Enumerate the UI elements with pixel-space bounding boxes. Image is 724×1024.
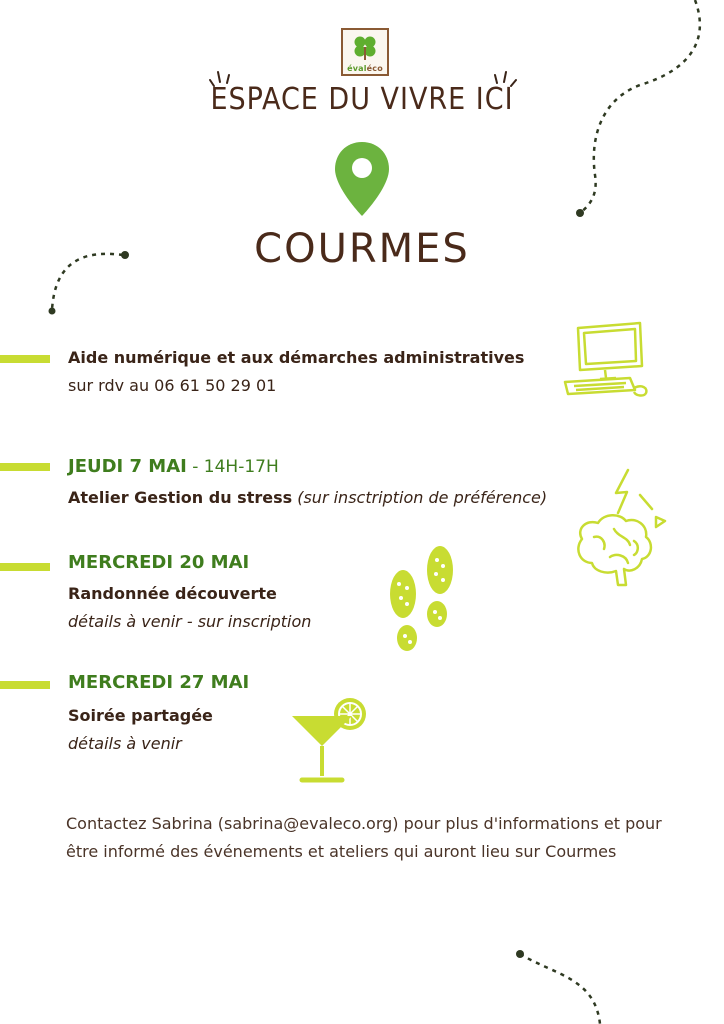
event-date-line bbox=[68, 456, 279, 477]
event-heading: Aide numérique et aux démarches administratives bbox=[68, 348, 525, 367]
contact-paragraph: Contactez Sabrina (sabrina@evaleco.org) pour plus d'informations et pour être informé des événements et ateliers qui auront lieu sur Courmes bbox=[66, 814, 662, 861]
event-heading: Soirée partagée bbox=[68, 706, 213, 725]
accent-bar bbox=[0, 463, 50, 471]
logo-text-eval: éval bbox=[347, 64, 367, 73]
logo-text-eco: éco bbox=[366, 64, 383, 73]
event-detail: sur rdv au 06 61 50 29 01 bbox=[68, 376, 277, 395]
cocktail-icon bbox=[288, 694, 374, 786]
clover-icon bbox=[352, 33, 378, 61]
map-pin-icon bbox=[333, 140, 391, 218]
event-heading: Atelier Gestion du stress bbox=[68, 488, 293, 507]
footprints-icon bbox=[385, 542, 465, 660]
evaleco-logo bbox=[341, 28, 389, 76]
event-heading: Randonnée découverte bbox=[68, 584, 277, 603]
event-note: détails à venir - sur inscription bbox=[68, 612, 312, 631]
brain-stress-icon bbox=[570, 465, 675, 597]
event-note: (sur insctription de préférence) bbox=[292, 488, 548, 507]
event-date: MERCREDI 20 MAI bbox=[68, 552, 250, 573]
accent-bar bbox=[0, 681, 50, 689]
computer-icon bbox=[560, 318, 655, 400]
event-title-line bbox=[68, 488, 547, 507]
page-title: ESPACE DU VIVRE ICI bbox=[210, 82, 514, 117]
city-name: COURMES bbox=[254, 226, 470, 272]
decorative-dashed-curve-bottom bbox=[505, 940, 724, 1024]
accent-bar bbox=[0, 355, 50, 363]
event-date: JEUDI 7 MAI bbox=[68, 456, 187, 477]
event-time: - 14H-17H bbox=[186, 457, 279, 477]
event-date: MERCREDI 27 MAI bbox=[68, 672, 250, 693]
event-note: détails à venir bbox=[68, 734, 182, 753]
accent-bar bbox=[0, 563, 50, 571]
